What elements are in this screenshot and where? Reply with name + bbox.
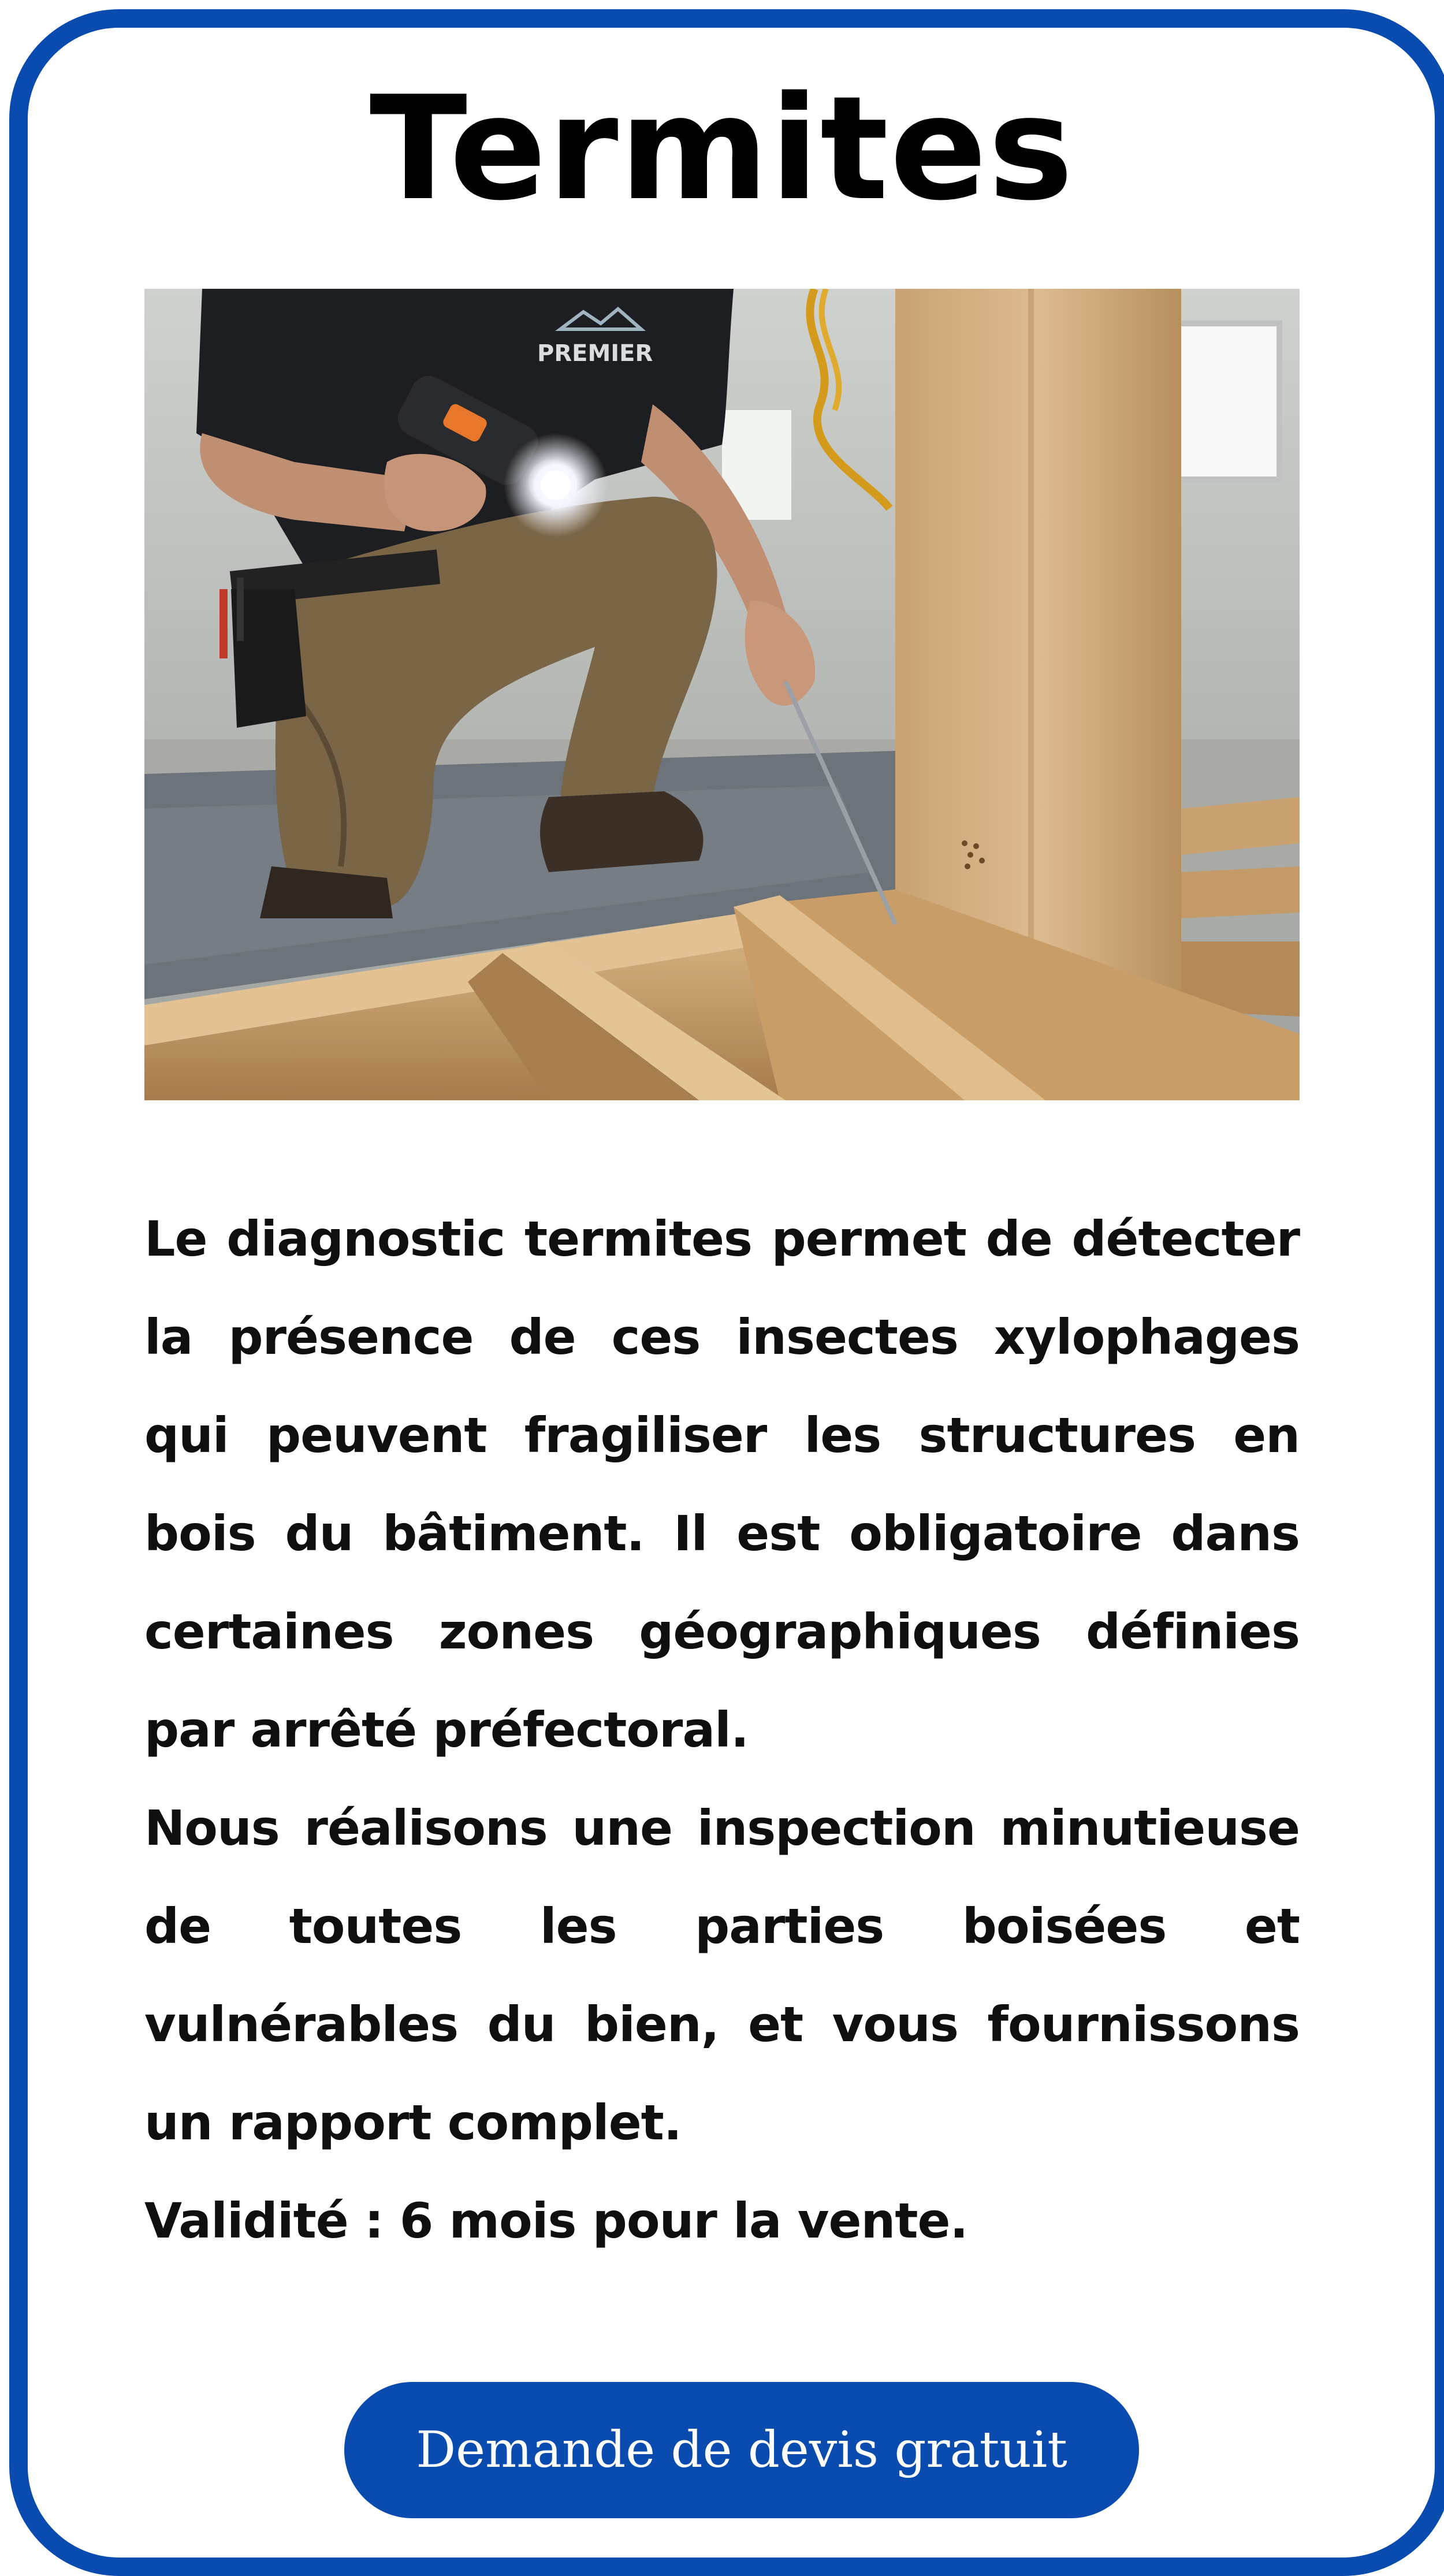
validity-text: Validité : 6 mois pour la vente. [144,2192,968,2249]
shirt-logo-text: PREMIER [537,340,653,367]
page-title: Termites [369,66,1075,232]
termite-inspection-photo-icon [144,289,1300,1100]
service-description [144,1190,1300,2172]
description-paragraph-1: Le diagnostic termites permet de détecter la présence de ces insectes xylophages qui peuvent fragiliser les structures en bois du bâtiment. Il est obligatoire dans certaines zones géographiques définies par arrêté préfectoral. [144,1211,1300,1758]
free-quote-button[interactable]: Demande de devis gratuit [344,2382,1139,2518]
description-paragraph-2: Nous réalisons une inspection minutieuse de toutes les parties boisées et vulnérables du bien, et vous fournissons un rapport complet. [144,1800,1300,2151]
